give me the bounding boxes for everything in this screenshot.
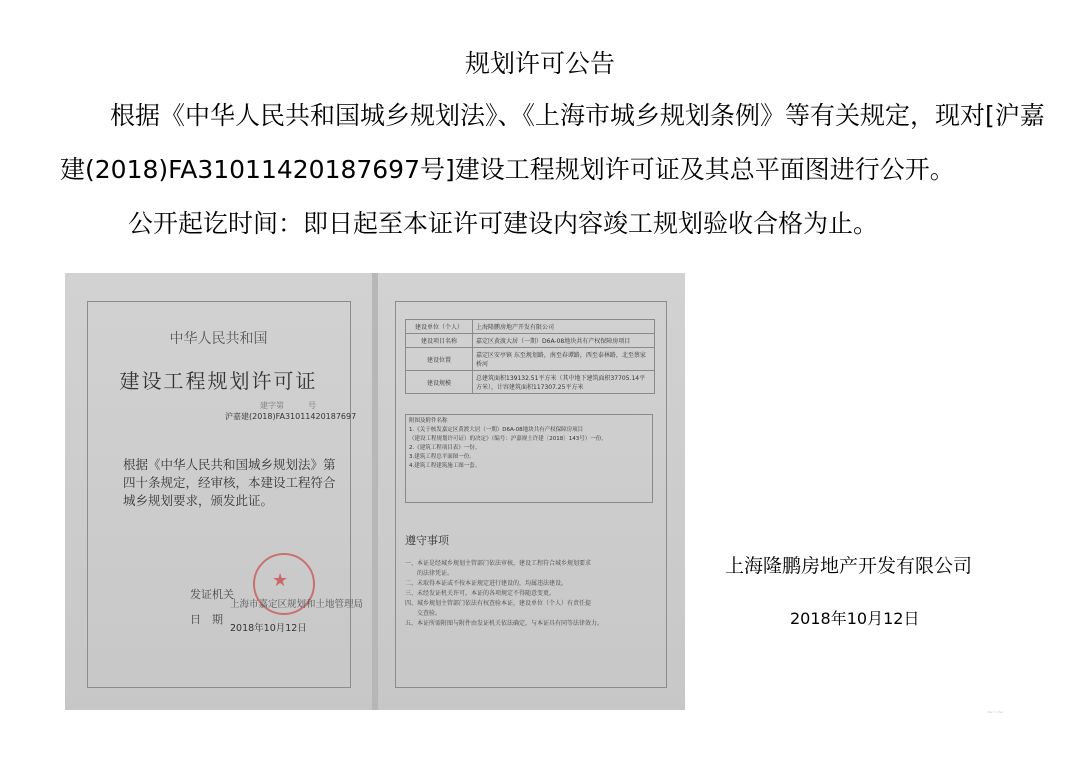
certificate-image (65, 273, 684, 710)
note-line: 四、城乡规划主管部门依法有权查验本证，建设单位（个人）有责任提 (405, 600, 592, 607)
table-row (406, 348, 655, 371)
notes-list (405, 559, 660, 629)
certificate-number-label: 建字第 号 (260, 401, 316, 410)
issue-date: 2018年10月12日 (230, 623, 307, 634)
certificate-country: 中华人民共和国 (169, 331, 268, 347)
issuer: 上海市嘉定区规划和土地管理局 (230, 599, 364, 610)
certificate-left-page (65, 273, 372, 710)
notice-paragraph: 根据《中华人民共和国城乡规划法》、《上海市城乡规划条例》等有关规定，现对[沪嘉建(2018)FA31011420187697号]建设工程规划许可证及其总平面图进行公开。 (60, 101, 1045, 184)
table-value: 嘉定区黄渡大居（一期）D6A-08地块共有产权保障房项目 (473, 334, 655, 348)
table-key: 建设单位（个人） (406, 320, 473, 334)
seal-star-icon: ★ (272, 570, 289, 591)
issuer-label: 发证机关 (190, 588, 234, 601)
note-line: 的法律凭证。 (405, 570, 454, 577)
table-key: 建设位置 (406, 348, 473, 371)
note-line: 三、未经发证机关许可，本证的各项规定不得随意变更。 (405, 590, 556, 597)
table-value: 上海隆鹏房地产开发有限公司 (473, 320, 655, 334)
company-signature: 上海隆鹏房地产开发有限公司 (725, 555, 973, 577)
table-row (406, 334, 655, 348)
notes-title: 遵守事项 (405, 534, 449, 547)
notice-period: 公开起讫时间：即日起至本证许可建设内容竣工规划验收合格为止。 (128, 209, 879, 238)
attachment-line: 4.建筑工程建筑施工图一套。 (409, 463, 481, 469)
certificate-right-page (378, 273, 685, 710)
certificate-number: 沪嘉建(2018)FA31011420187697 (225, 412, 357, 421)
table-value: 嘉定区安亭镇 东至规划路，南至春谭路，西至泰林路，北至蔡家桥河 (473, 348, 655, 371)
issue-date-label: 日 期 (190, 613, 223, 626)
note-line: 五、本证所需附图与附件由发证机关依法确定，与本证具有同等法律效力。 (405, 620, 604, 627)
attachment-line: 附图及附件名称 (409, 418, 448, 424)
attachments-box (405, 414, 653, 503)
table-key: 建设规模 (406, 371, 473, 394)
signature-date: 2018年10月12日 (790, 609, 920, 628)
project-info-table (405, 319, 655, 394)
attachment-line: 1.《关于核发嘉定区黄渡大居（一期）D6A-08地块共有产权保障房项目 (409, 427, 584, 433)
note-line: 二、未取得本证或不按本证规定进行建设的，均属违法建设。 (405, 580, 568, 587)
table-value: 总建筑面积139132.51平方米（其中地下建筑面积37705.14平方米），计容建筑面积117307.25平方米 (473, 371, 655, 394)
watermark: ~·~ (986, 708, 1004, 718)
note-line: 一、本证是经城乡规划主管部门依法审核，建设工程符合城乡规划要求 (405, 560, 592, 567)
attachment-line: （建设工程规划许可证）的决定》（编号：沪嘉规土许建〔2018〕143号）一份。 (409, 436, 607, 442)
table-row (406, 320, 655, 334)
attachment-line: 2.《建筑工程项目表》一份。 (409, 445, 481, 451)
table-row (406, 371, 655, 394)
certificate-text: 根据《中华人民共和国城乡规划法》第四十条规定，经审核，本建设工程符合城乡规划要求，颁发此证。 (123, 457, 336, 508)
certificate-name: 建设工程规划许可证 (119, 369, 318, 393)
table-key: 建设项目名称 (406, 334, 473, 348)
note-line: 交查验。 (405, 610, 442, 617)
attachment-line: 3.建筑工程总平面图一份。 (409, 454, 475, 460)
notice-title: 规划许可公告 (464, 49, 615, 78)
